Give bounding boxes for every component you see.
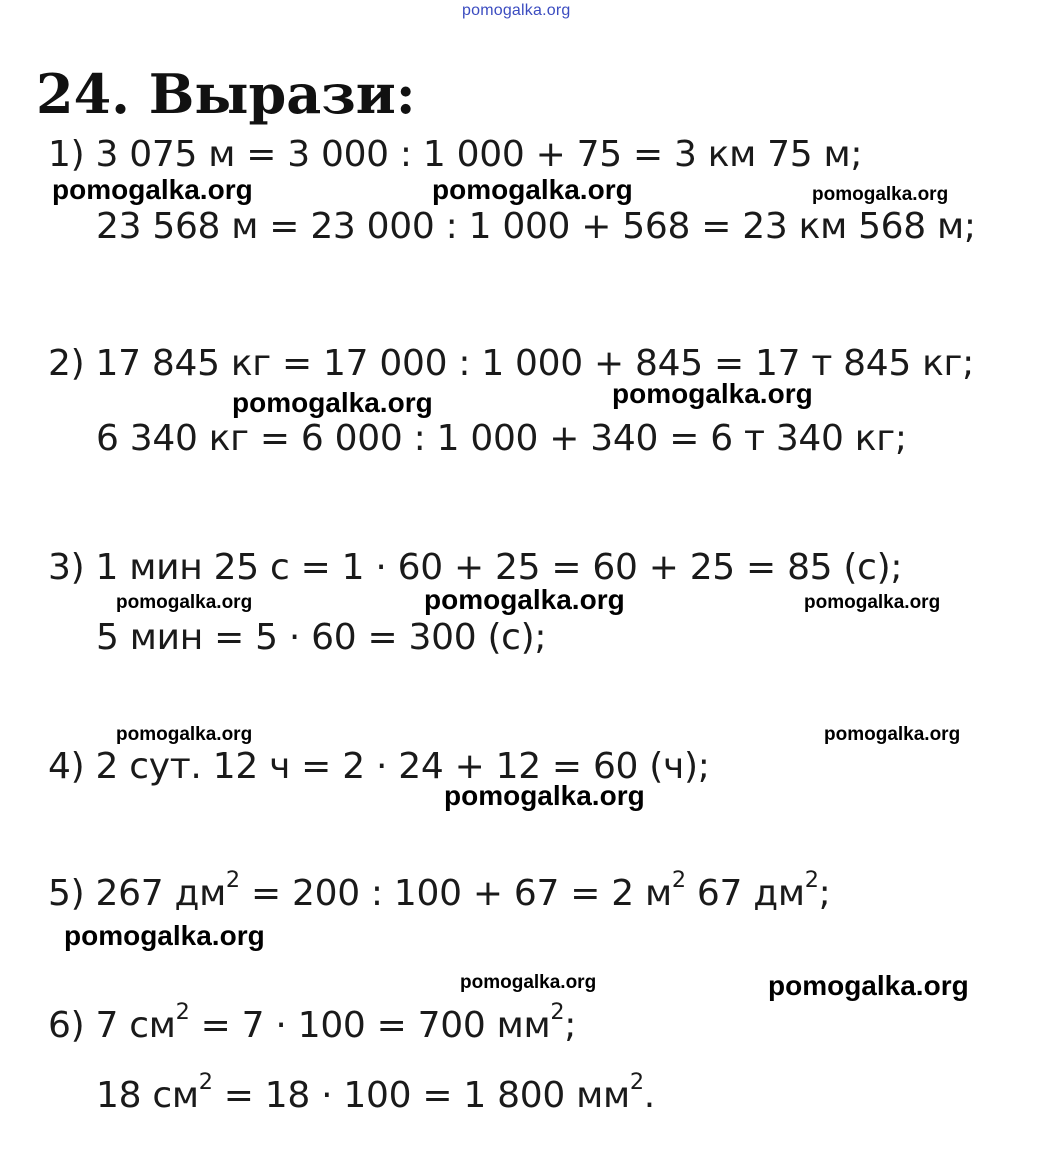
watermark: pomogalka.org: [824, 724, 961, 745]
watermark: pomogalka.org: [612, 378, 813, 409]
item-number: 5): [48, 873, 85, 914]
expression: 6 340 кг = 6 000 : 1 000 + 340 = 6 т 340 кг;: [96, 418, 907, 459]
expression: 7 $см^2 = 7 \cdot 100 = 700$ $мм^2$;: [95, 999, 577, 1046]
expression: 18 $см^2 = 18 \cdot 100 = 1$ 800 $мм^2$.: [96, 1069, 655, 1116]
item-3-line-1: [48, 547, 902, 588]
watermark: pomogalka.org: [804, 592, 941, 613]
watermark: pomogalka.org: [116, 724, 253, 745]
item-number: 2): [48, 343, 85, 384]
exercise-title: 24. Вырази:: [36, 62, 416, 126]
expression: 3 075 м = 3 000 : 1 000 + 75 = 3 км 75 м;: [95, 134, 863, 175]
expression: 17 845 кг = 17 000 : 1 000 + 845 = 17 т 845 кг;: [95, 343, 974, 384]
watermark: pomogalka.org: [52, 174, 253, 205]
expression: 2 сут. 12 ч = 2 · 24 + 12 = 60 (ч);: [95, 746, 710, 787]
item-number: 6): [48, 1005, 85, 1046]
item-2-line-2: [96, 418, 907, 459]
item-5-line-1: [48, 867, 831, 914]
expression: 1 мин 25 с = 1 · 60 + 25 = 60 + 25 = 85 (с);: [95, 547, 903, 588]
expression: 267 $дм^2 = 200$ : 100 + 67 = 2 $м^2$ 67 $дм^2$;: [95, 867, 831, 914]
item-6-line-2: [96, 1069, 655, 1116]
watermark: pomogalka.org: [116, 592, 253, 613]
item-number: 3): [48, 547, 85, 588]
watermark: pomogalka.org: [460, 972, 597, 993]
item-6-line-1: [48, 999, 577, 1046]
watermark: pomogalka.org: [444, 780, 645, 811]
item-1-line-1: [48, 134, 862, 175]
item-number: 1): [48, 134, 85, 175]
watermark: pomogalka.org: [232, 387, 433, 418]
item-number: 4): [48, 746, 85, 787]
watermark: pomogalka.org: [768, 970, 969, 1001]
watermark: pomogalka.org: [424, 584, 625, 615]
item-3-line-2: [96, 617, 546, 658]
watermark: pomogalka.org: [812, 184, 949, 205]
expression: 5 мин = 5 · 60 = 300 (с);: [96, 617, 547, 658]
expression: 23 568 м = 23 000 : 1 000 + 568 = 23 км 568 м;: [96, 206, 976, 247]
watermark: pomogalka.org: [64, 920, 265, 951]
item-2-line-1: [48, 343, 974, 384]
header-watermark: pomogalka.org: [462, 2, 571, 19]
item-1-line-2: [96, 206, 976, 247]
watermark: pomogalka.org: [432, 174, 633, 205]
